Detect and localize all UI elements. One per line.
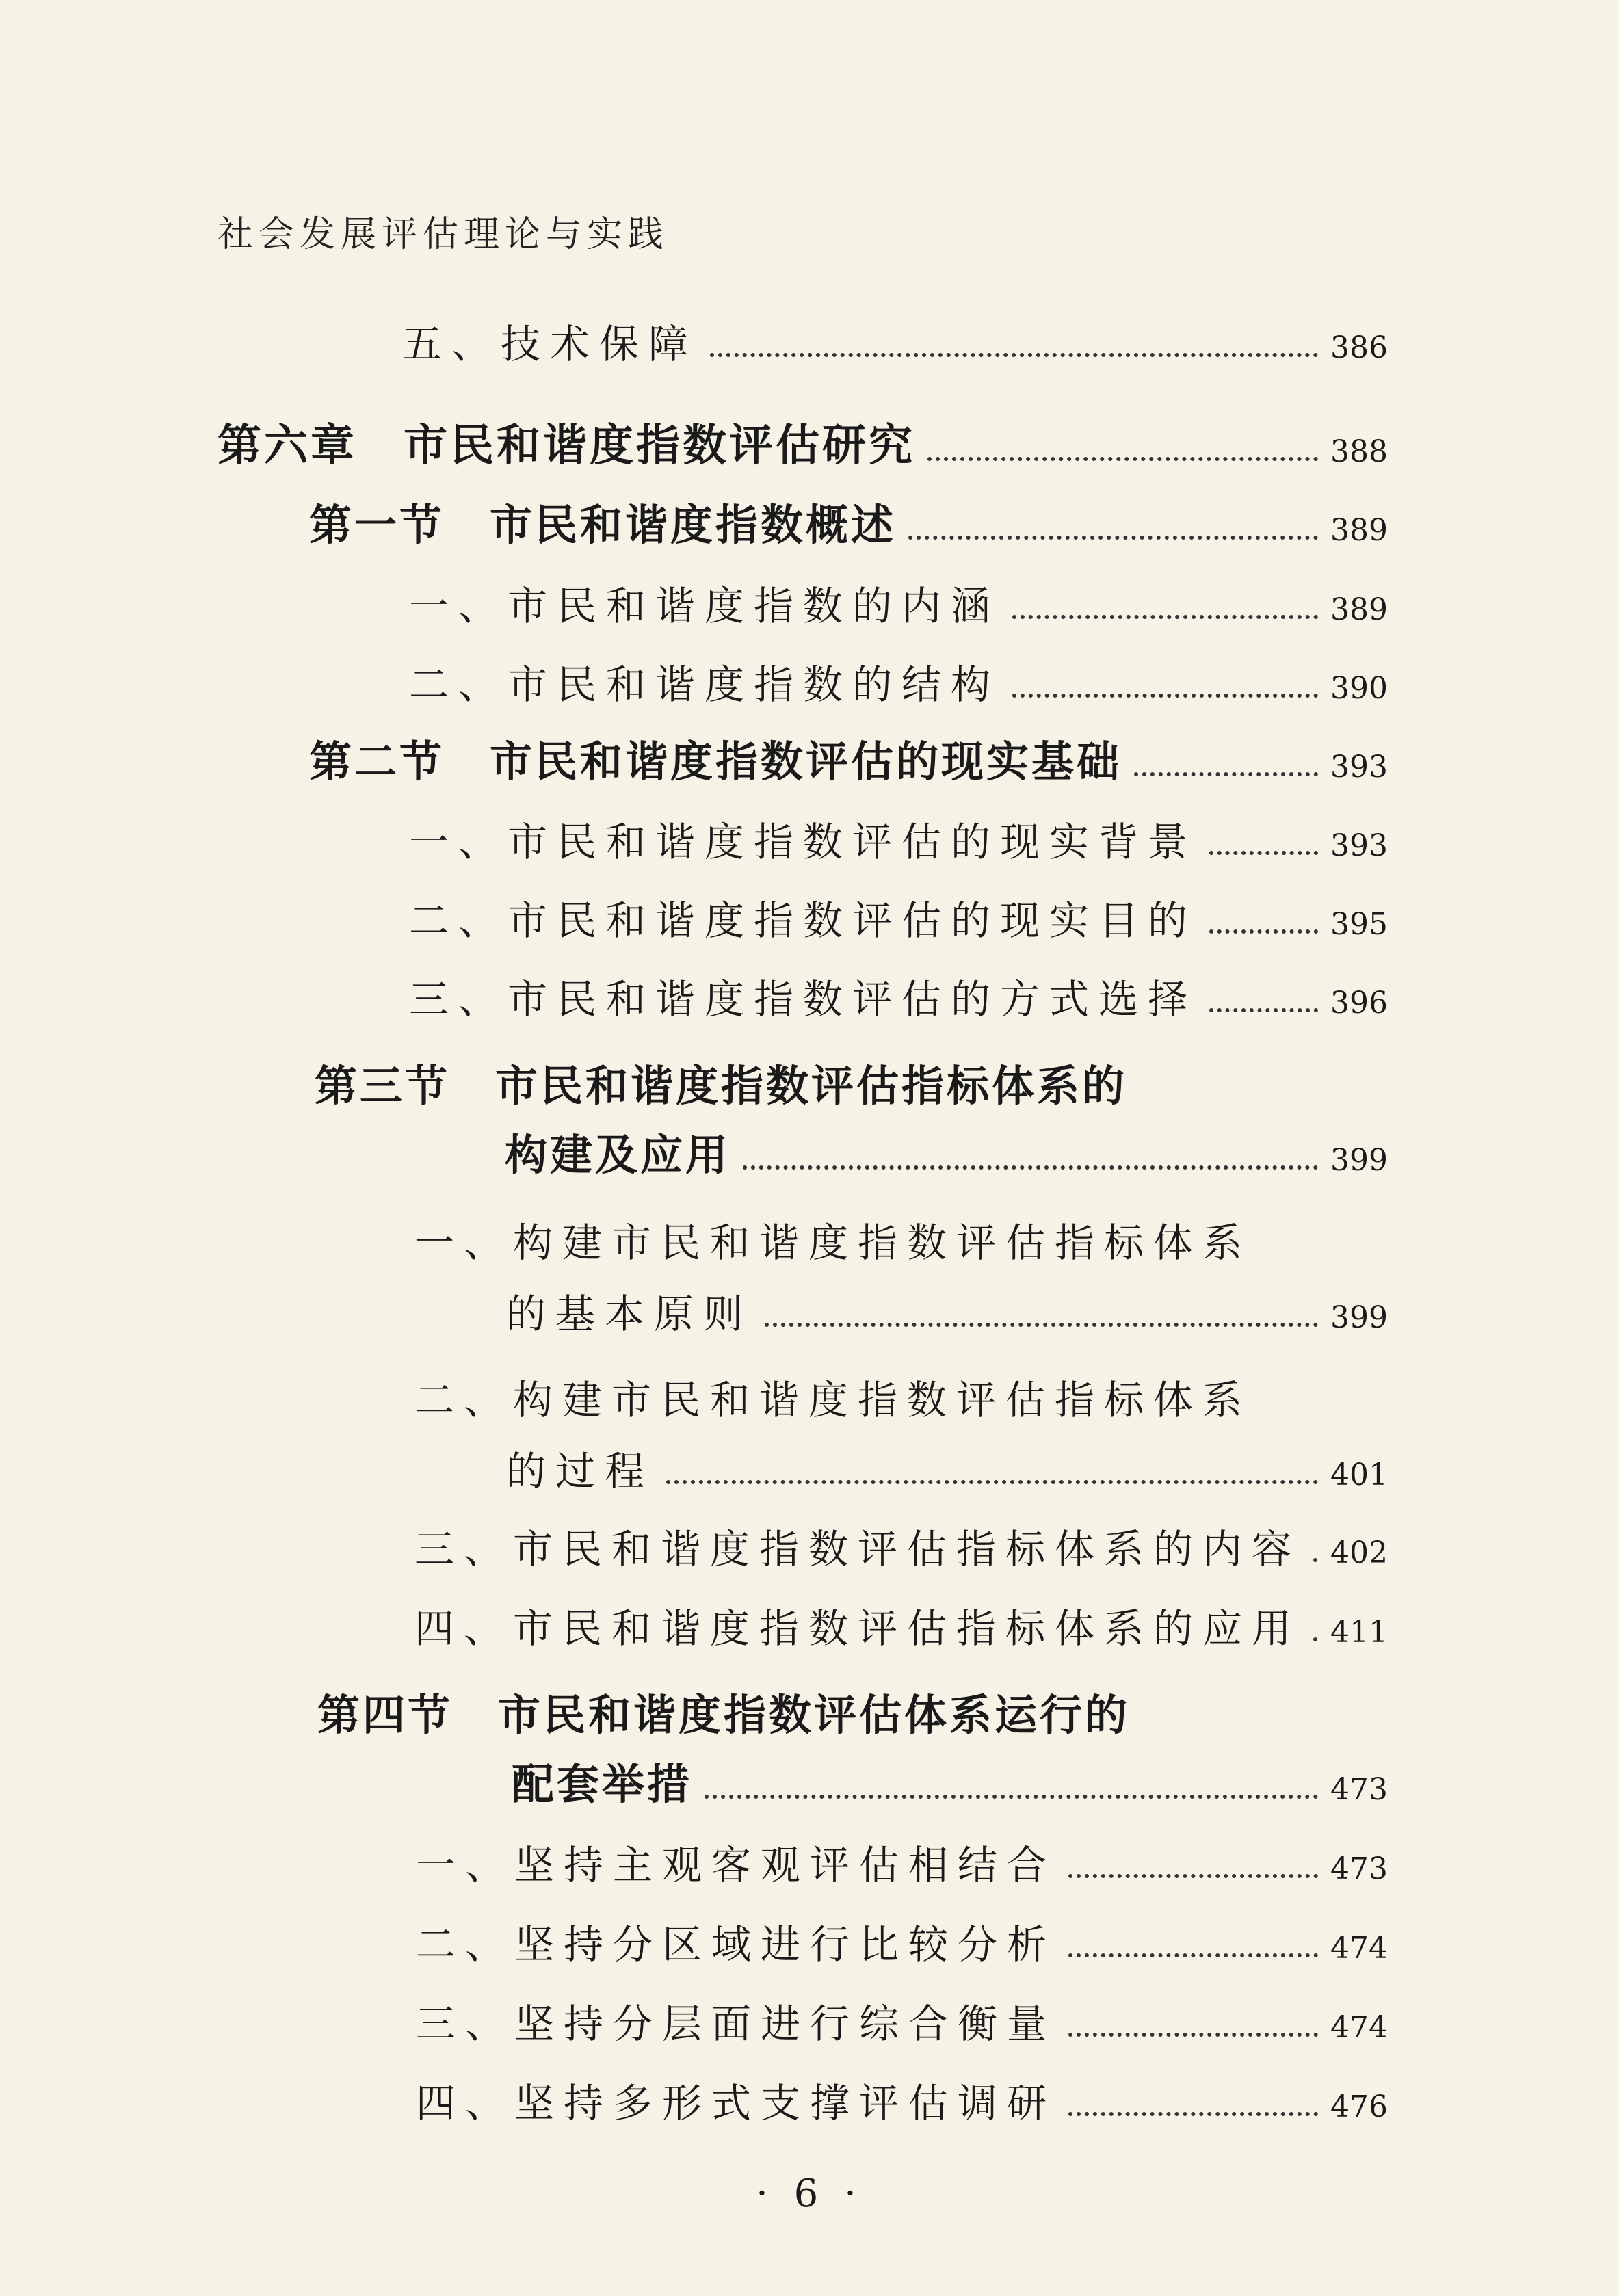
toc-entry [409, 970, 1388, 1025]
toc-entry-title: 一、坚持主观客观评估相结合 [416, 1842, 1057, 1888]
toc-entry-title: 一、市民和谐度指数评估的现实背景 [409, 819, 1198, 865]
dot-leader [927, 457, 1318, 461]
toc-section-entry [512, 1756, 1388, 1811]
dot-leader [1209, 929, 1318, 934]
toc-entry-page: 389 [1330, 513, 1388, 548]
toc-entry [416, 1915, 1388, 1970]
toc-entry-page: 395 [1330, 907, 1388, 942]
toc-entry-page: 389 [1330, 592, 1388, 627]
section-title: 第二节 市民和谐度指数评估的现实基础 [309, 737, 1122, 787]
toc-entry-title: 二、市民和谐度指数的结构 [409, 661, 1001, 708]
toc-entry-page: 402 [1330, 1535, 1388, 1570]
toc-entry-page: 473 [1330, 1772, 1388, 1807]
toc-entry [416, 1836, 1388, 1890]
toc-entry [506, 1442, 1388, 1496]
dot-leader [666, 1480, 1318, 1484]
toc-entry-title-line2: 的基本原则 [506, 1291, 753, 1337]
toc-section-entry [309, 497, 1388, 552]
toc-entry [416, 1994, 1388, 2049]
dot-leader [710, 353, 1318, 357]
toc-entry-title: 二、坚持分区域进行比较分析 [416, 1921, 1057, 1968]
toc-entry-title: 四、市民和谐度指数评估指标体系的应用 [414, 1605, 1302, 1652]
dot-leader [908, 536, 1318, 540]
toc-entry [402, 315, 1388, 369]
toc-entry-title: 五、技术保障 [402, 321, 698, 367]
dot-leader [1313, 1637, 1318, 1641]
toc-entry-page: 473 [1330, 1851, 1388, 1886]
toc-entry [409, 577, 1388, 631]
dot-leader [1209, 1008, 1318, 1012]
toc-entry-page: 476 [1330, 2089, 1388, 2124]
page-number: · 6 · [756, 2172, 863, 2216]
dot-leader [743, 1165, 1318, 1170]
toc-entry-page: 411 [1330, 1615, 1388, 1650]
toc-entry [409, 891, 1388, 946]
toc-chapter-entry [218, 419, 1388, 473]
section-title-line1: 第四节 市民和谐度指数评估体系运行的 [317, 1690, 1131, 1740]
toc-entry-page: 474 [1330, 2010, 1388, 2045]
toc-entry-page: 390 [1330, 671, 1388, 706]
toc-entry [416, 2074, 1388, 2128]
toc-section-entry [309, 734, 1388, 789]
toc-entry-page: 393 [1330, 750, 1388, 784]
dot-leader [1068, 1953, 1318, 1957]
dot-leader [1068, 1874, 1318, 1878]
toc-entry-page: 399 [1330, 1143, 1388, 1178]
dot-leader [1313, 1558, 1318, 1562]
toc-entry-page: 393 [1330, 828, 1388, 863]
toc-entry-title: 二、市民和谐度指数评估的现实目的 [409, 897, 1198, 944]
toc-entry-title-line1: 二、构建市民和谐度指数评估指标体系 [414, 1377, 1252, 1423]
dot-leader [705, 1795, 1318, 1799]
section-title-line1: 第三节 市民和谐度指数评估指标体系的 [315, 1061, 1128, 1111]
toc-entry [409, 813, 1388, 867]
toc-entry-title: 三、坚持分层面进行综合衡量 [416, 2001, 1057, 2047]
toc-entry-title-line1: 一、构建市民和谐度指数评估指标体系 [414, 1219, 1252, 1266]
toc-entry-page: 401 [1330, 1457, 1388, 1492]
dot-leader [1068, 2112, 1318, 2116]
toc-entry-page: 388 [1330, 434, 1388, 469]
toc-entry [506, 1284, 1388, 1339]
toc-entry-title: 三、市民和谐度指数评估的方式选择 [409, 976, 1198, 1022]
dot-leader [1068, 2033, 1318, 2037]
toc-entry-title: 三、市民和谐度指数评估指标体系的内容 [414, 1526, 1302, 1572]
dot-leader [765, 1323, 1318, 1327]
toc-entry-page: 396 [1330, 986, 1388, 1020]
toc-entry [414, 1599, 1388, 1654]
chapter-title: 第六章 市民和谐度指数评估研究 [218, 420, 915, 471]
toc-entry [414, 1520, 1388, 1574]
dot-leader [1134, 772, 1318, 776]
toc-entry-page: 386 [1330, 330, 1388, 365]
toc-entry-page: 399 [1330, 1300, 1388, 1335]
section-title: 第一节 市民和谐度指数概述 [309, 500, 897, 550]
section-title-line2: 构建及应用 [505, 1130, 731, 1180]
toc-entry [409, 655, 1388, 710]
section-title-line2: 配套举措 [512, 1759, 693, 1809]
toc-entry-page: 474 [1330, 1931, 1388, 1966]
dot-leader [1209, 851, 1318, 855]
dot-leader [1012, 615, 1318, 619]
toc-section-entry [505, 1127, 1388, 1182]
toc-entry-title: 四、坚持多形式支撑评估调研 [416, 2080, 1057, 2126]
toc-entry-title-line2: 的过程 [506, 1448, 655, 1494]
running-header: 社会发展评估理论与实践 [218, 214, 670, 255]
toc-entry-title: 一、市民和谐度指数的内涵 [409, 583, 1001, 629]
dot-leader [1012, 694, 1318, 698]
